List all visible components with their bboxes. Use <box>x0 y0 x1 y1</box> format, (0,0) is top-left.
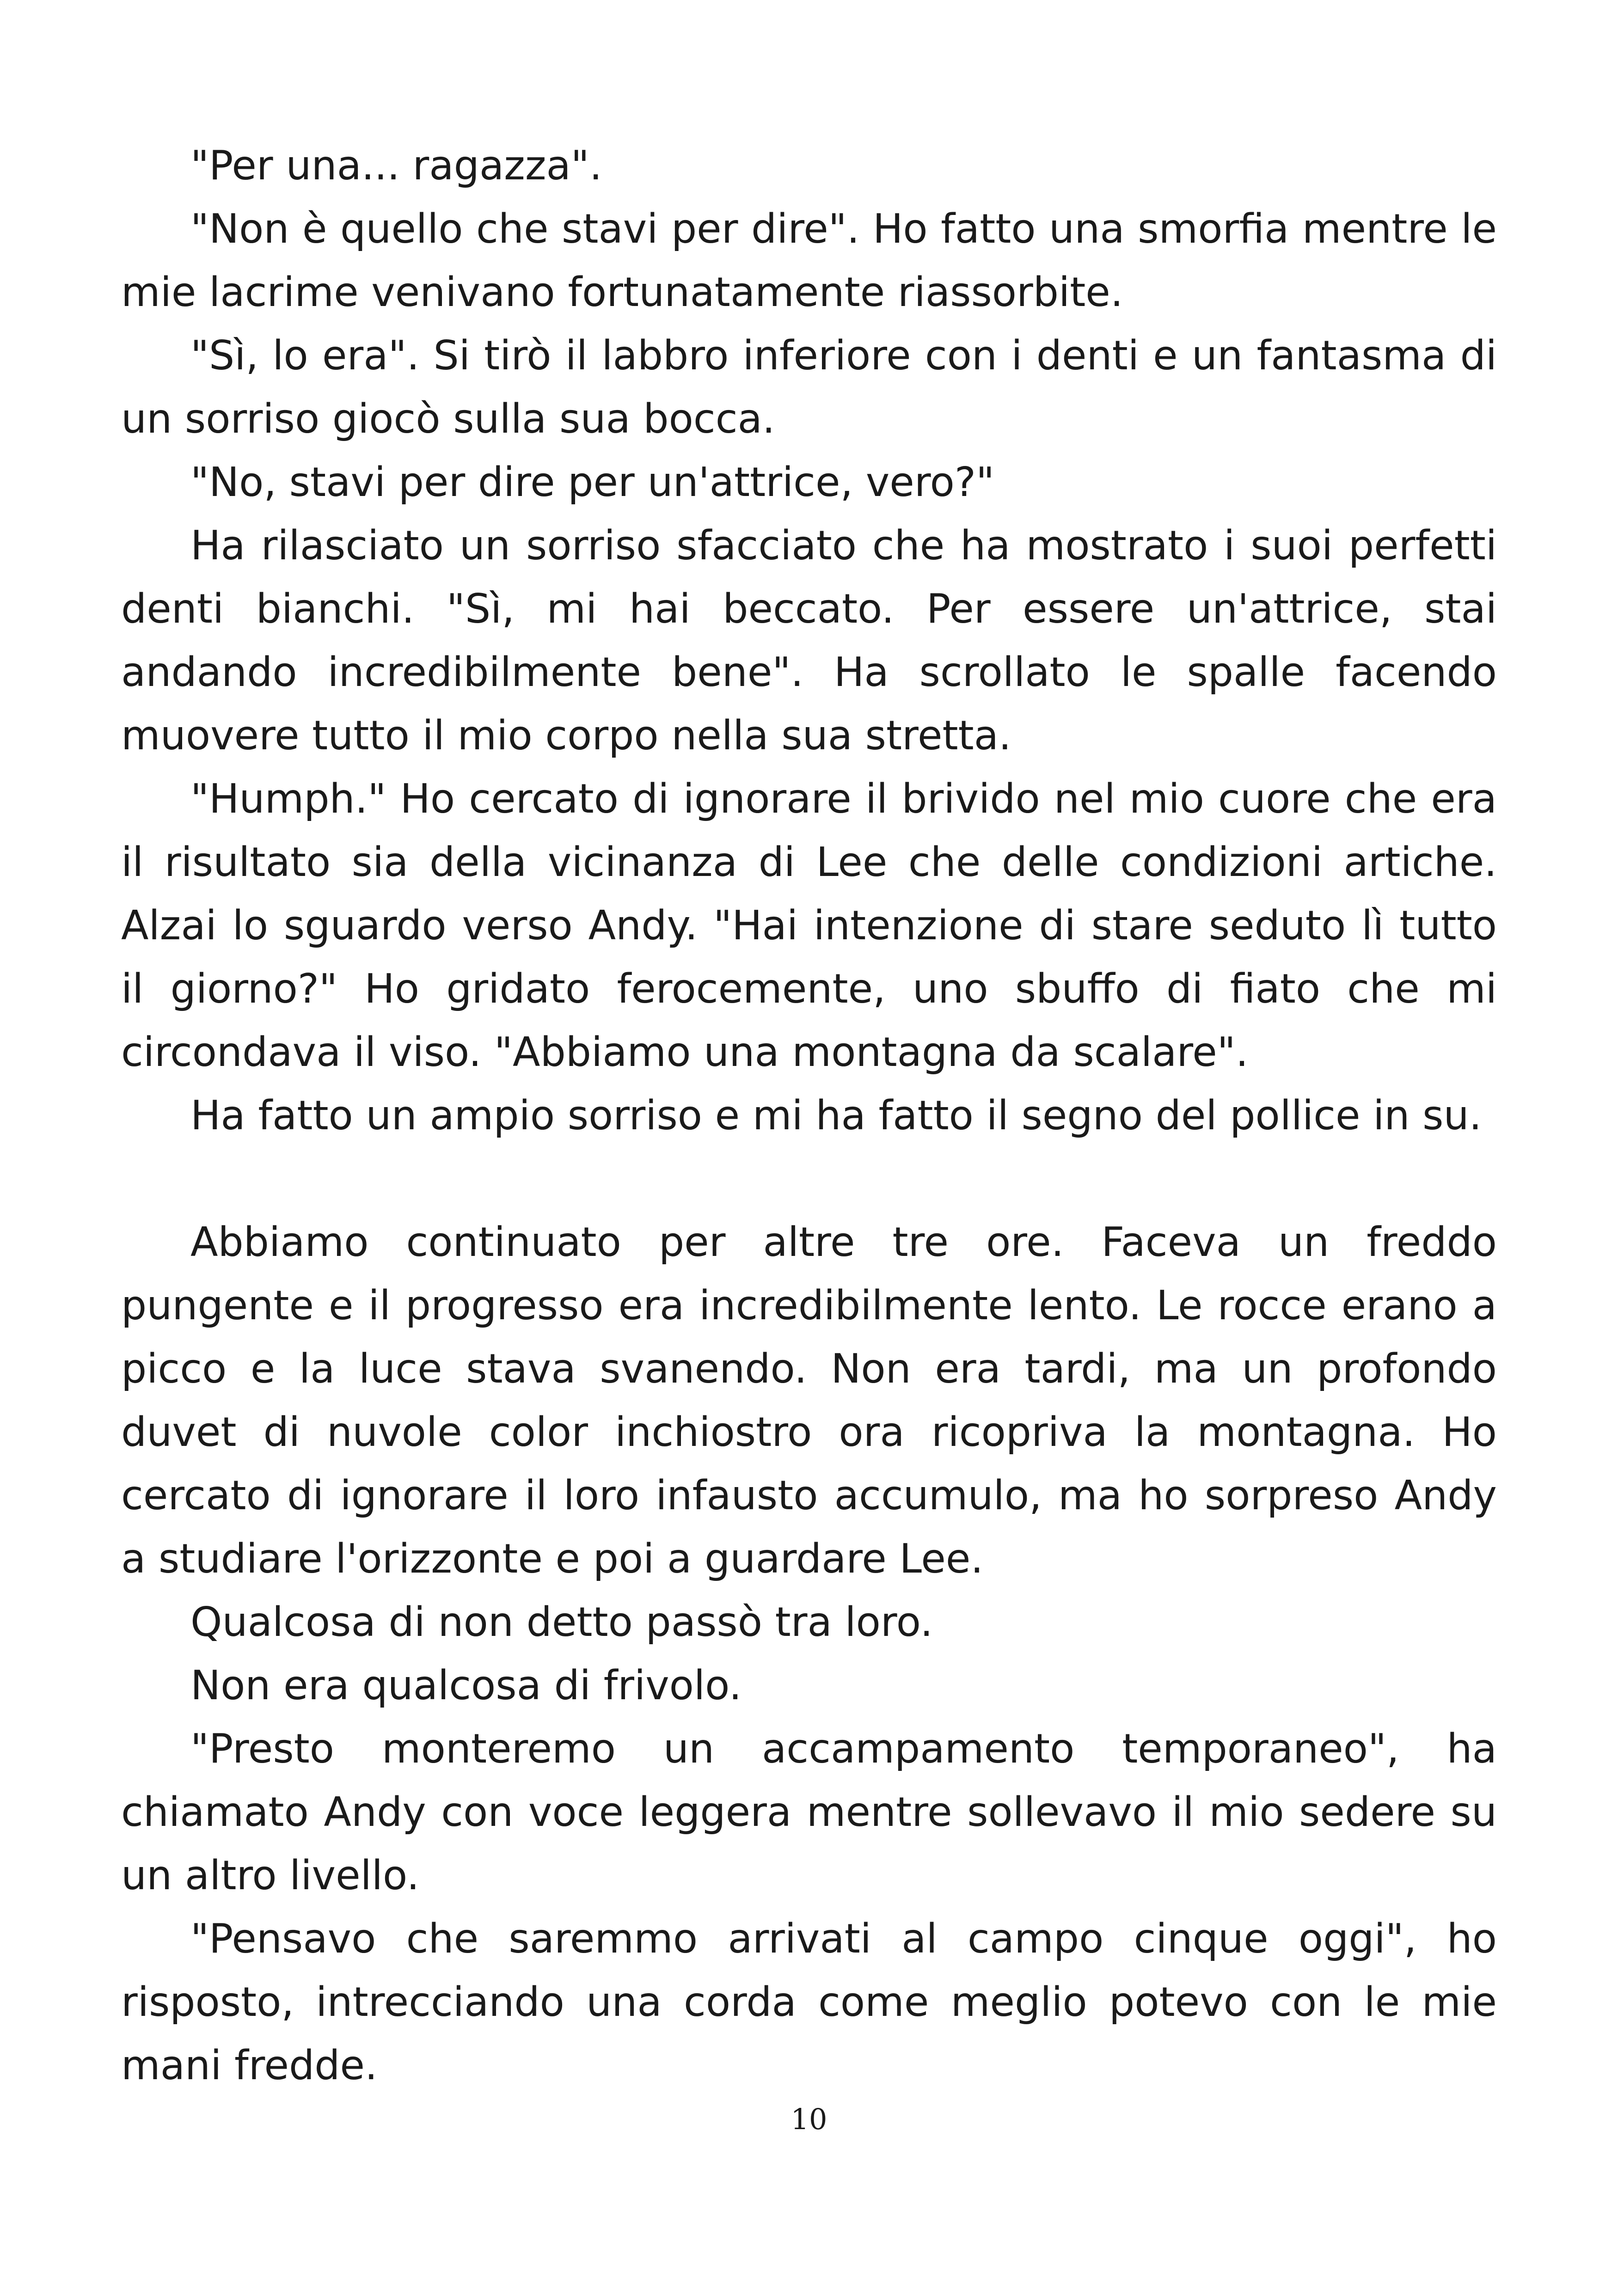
paragraph-5: Ha rilasciato un sorriso sfacciato che ha mostrato i suoi perfetti denti bianchi. "Sì, mi hai beccato. Per essere un'attrice, stai andando incredibilmente bene". Ha scrollato le spalle facendo muovere tutto il mio corpo nella sua stretta. <box>121 522 1497 759</box>
paragraph-6: "Humph." Ho cercato di ignorare il brivido nel mio cuore che era il risultato sia della vicinanza di Lee che delle condizioni artiche. Alzai lo sguardo verso Andy. "Hai intenzione di stare seduto lì tutto il giorno?" Ho gridato ferocemente, uno sbuffo di fiato che mi circondava il viso. "Abbiamo una montagna da scalare". <box>121 775 1497 1076</box>
paragraph-3: "Sì, lo era". Si tirò il labbro inferiore con i denti e un fantasma di un sorriso giocò sulla sua bocca. <box>121 332 1497 442</box>
paragraph-11: "Presto monteremo un accampamento temporaneo", ha chiamato Andy con voce leggera mentre sollevavo il mio sedere su un altro livello. <box>121 1725 1497 1899</box>
paragraph-7: Ha fatto un ampio sorriso e mi ha fatto il segno del pollice in su. <box>190 1092 1482 1139</box>
page-number: 10 <box>791 2102 827 2136</box>
paragraph-12: "Pensavo che saremmo arrivati al campo cinque oggi", ho risposto, intrecciando una corda come meglio potevo con le mie mani fredde. <box>121 1915 1497 2089</box>
paragraph-10: Non era qualcosa di frivolo. <box>190 1662 742 1709</box>
paragraph-2: "Non è quello che stavi per dire". Ho fatto una smorfia mentre le mie lacrime venivano fortunatamente riassorbite. <box>121 205 1497 316</box>
paragraph-8: Abbiamo continuato per altre tre ore. Faceva un freddo pungente e il progresso era incredibilmente lento. Le rocce erano a picco e la luce stava svanendo. Non era tardi, ma un profondo duvet di nuvole color inchiostro ora ricopriva la montagna. Ho cercato di ignorare il loro infausto accumulo, ma ho sorpreso Andy a studiare l'orizzonte e poi a guardare Lee. <box>121 1218 1497 1582</box>
paragraph-4: "No, stavi per dire per un'attrice, vero?" <box>190 459 995 506</box>
page-body-text <box>121 134 1497 2097</box>
paragraph-1: "Per una... ragazza". <box>190 142 602 189</box>
paragraph-9: Qualcosa di non detto passò tra loro. <box>190 1598 933 1646</box>
